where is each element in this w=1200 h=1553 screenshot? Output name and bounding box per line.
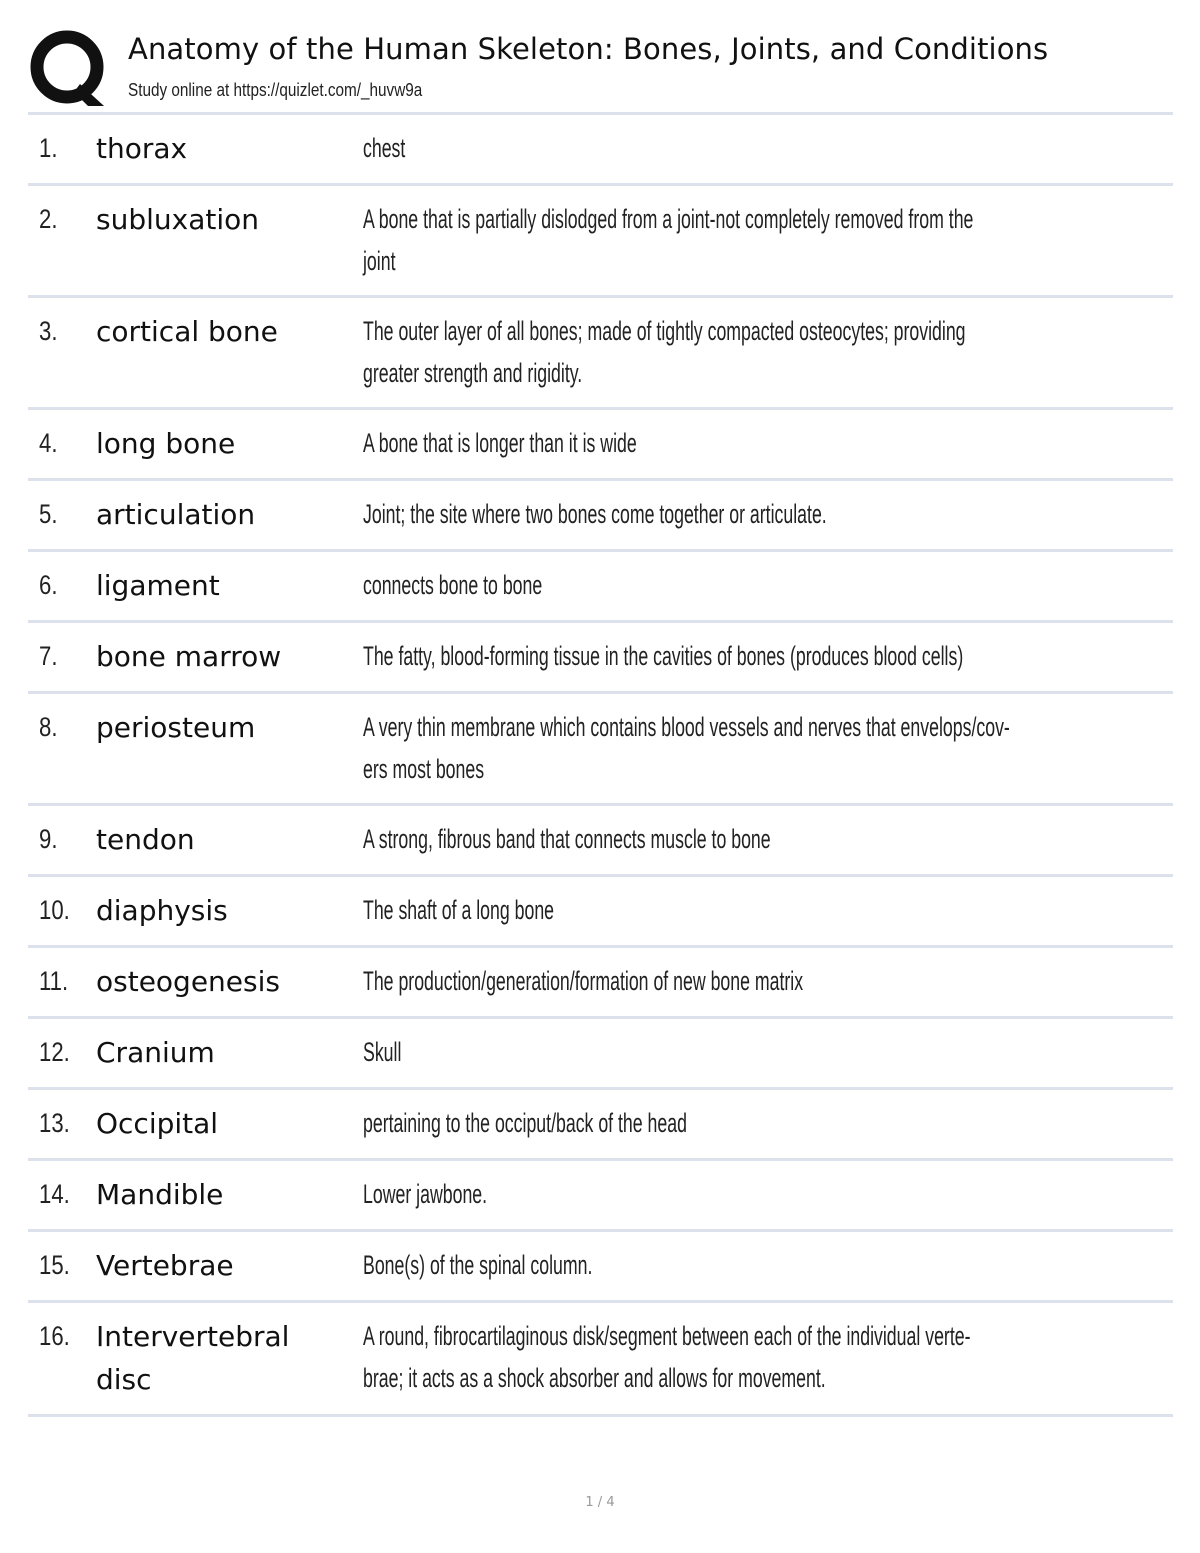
term-row bbox=[28, 1019, 1173, 1090]
term-number bbox=[28, 960, 96, 1002]
term-definition bbox=[363, 1315, 1200, 1399]
definition-line-text: A strong, fibrous band that connects muscle to bone bbox=[363, 824, 771, 854]
term-number bbox=[28, 198, 96, 240]
term-definition bbox=[363, 818, 1173, 860]
term-word-line: Intervertebral bbox=[96, 1320, 290, 1353]
definition-line bbox=[363, 310, 1116, 352]
definition-line bbox=[363, 198, 1126, 240]
definition-line bbox=[363, 352, 637, 394]
term-definition bbox=[363, 635, 1200, 677]
term-number bbox=[28, 422, 96, 464]
definition-line bbox=[363, 635, 1113, 677]
definition-line-text: chest bbox=[363, 133, 406, 163]
term-row bbox=[28, 186, 1173, 298]
definition-line bbox=[363, 1315, 1122, 1357]
term-number-text: 7. bbox=[39, 641, 58, 671]
term-number-text: 9. bbox=[39, 824, 58, 854]
definition-line bbox=[363, 960, 913, 1002]
term-word: Cranium bbox=[96, 1036, 215, 1069]
term-number bbox=[28, 1173, 96, 1215]
definition-line bbox=[363, 1173, 518, 1215]
term-definition bbox=[363, 564, 1173, 606]
term-word: long bone bbox=[96, 427, 236, 460]
term-word: cortical bone bbox=[96, 315, 278, 348]
term-row bbox=[28, 1090, 1173, 1161]
term-definition bbox=[363, 1102, 1173, 1144]
term-word: subluxation bbox=[96, 203, 259, 236]
term-number bbox=[28, 564, 96, 606]
definition-line-text: The outer layer of all bones; made of tightly compacted osteocytes; providing bbox=[363, 316, 966, 346]
term-number-text: 12. bbox=[39, 1037, 70, 1067]
definition-line bbox=[363, 1102, 768, 1144]
definition-line-text: The fatty, blood-forming tissue in the cavities of bones (produces blood cells) bbox=[363, 641, 964, 671]
term-word: diaphysis bbox=[96, 894, 228, 927]
term-number bbox=[28, 818, 96, 860]
study-online-link[interactable]: Study online at https://quizlet.com/_huvw9a bbox=[128, 80, 423, 100]
page-number: 1 / 4 bbox=[585, 1495, 615, 1510]
term-word: ligament bbox=[96, 569, 220, 602]
term-word: thorax bbox=[96, 132, 188, 165]
definition-line-text: Skull bbox=[363, 1037, 402, 1067]
definition-line-text: pertaining to the occiput/back of the head bbox=[363, 1108, 687, 1138]
term-number bbox=[28, 1244, 96, 1286]
term-definition bbox=[363, 1173, 1173, 1215]
term-definition bbox=[363, 706, 1200, 790]
term-row bbox=[28, 806, 1173, 877]
term-number bbox=[28, 889, 96, 931]
term-number-text: 14. bbox=[39, 1179, 70, 1209]
definition-line bbox=[363, 818, 873, 860]
definition-line bbox=[363, 889, 602, 931]
term-number bbox=[28, 493, 96, 535]
term-row bbox=[28, 1232, 1173, 1303]
definition-line-text: ers most bones bbox=[363, 754, 485, 784]
term-definition bbox=[363, 493, 1173, 535]
definition-line bbox=[363, 1031, 411, 1073]
definition-line bbox=[363, 706, 1172, 748]
term-definition bbox=[363, 127, 1173, 169]
definition-line bbox=[363, 564, 587, 606]
term-row bbox=[28, 481, 1173, 552]
term-word: articulation bbox=[96, 498, 256, 531]
definition-line bbox=[363, 493, 943, 535]
term-number-text: 5. bbox=[39, 499, 58, 529]
definition-line bbox=[363, 1244, 650, 1286]
term-word bbox=[96, 1315, 363, 1401]
definition-line-text: A bone that is partially dislodged from a joint-not completely removed from the bbox=[363, 204, 974, 234]
definition-line-text: connects bone to bone bbox=[363, 570, 543, 600]
term-number-text: 1. bbox=[39, 133, 58, 163]
term-row bbox=[28, 115, 1173, 186]
term-number-text: 16. bbox=[39, 1321, 70, 1351]
terms-list bbox=[28, 112, 1173, 1417]
term-row bbox=[28, 1161, 1173, 1232]
term-number bbox=[28, 1031, 96, 1073]
definition-line bbox=[363, 1357, 941, 1399]
definition-line bbox=[363, 240, 404, 282]
term-row bbox=[28, 410, 1173, 481]
document-title: Anatomy of the Human Skeleton: Bones, Joints, and Conditions bbox=[128, 32, 1049, 66]
term-number bbox=[28, 1315, 96, 1357]
term-definition bbox=[363, 960, 1173, 1002]
term-word: Vertebrae bbox=[96, 1249, 234, 1282]
term-row bbox=[28, 623, 1173, 694]
term-row bbox=[28, 877, 1173, 948]
term-row bbox=[28, 948, 1173, 1019]
term-definition bbox=[363, 310, 1200, 394]
term-word: Occipital bbox=[96, 1107, 219, 1140]
definition-line-text: A round, fibrocartilaginous disk/segment between each of the individual verte- bbox=[363, 1321, 971, 1351]
term-definition bbox=[363, 198, 1200, 282]
definition-line-text: Bone(s) of the spinal column. bbox=[363, 1250, 593, 1280]
term-definition bbox=[363, 1031, 1173, 1073]
term-number-text: 3. bbox=[39, 316, 58, 346]
definition-line-text: The shaft of a long bone bbox=[363, 895, 555, 925]
document-header bbox=[30, 28, 1172, 110]
term-word: Mandible bbox=[96, 1178, 224, 1211]
definition-line-text: Lower jawbone. bbox=[363, 1179, 488, 1209]
term-word: tendon bbox=[96, 823, 195, 856]
term-number bbox=[28, 706, 96, 748]
term-row bbox=[28, 694, 1173, 806]
definition-line bbox=[363, 422, 705, 464]
term-number-text: 8. bbox=[39, 712, 58, 742]
term-number-text: 10. bbox=[39, 895, 70, 925]
term-number-text: 4. bbox=[39, 428, 58, 458]
term-number bbox=[28, 1102, 96, 1144]
term-number bbox=[28, 310, 96, 352]
definition-line-text: joint bbox=[363, 246, 396, 276]
term-row bbox=[28, 1303, 1173, 1417]
term-definition bbox=[363, 889, 1173, 931]
definition-line bbox=[363, 127, 416, 169]
term-word: osteogenesis bbox=[96, 965, 280, 998]
term-word-line: disc bbox=[96, 1363, 152, 1396]
term-number-text: 6. bbox=[39, 570, 58, 600]
term-definition bbox=[363, 422, 1173, 464]
term-number-text: 2. bbox=[39, 204, 58, 234]
term-word: bone marrow bbox=[96, 640, 282, 673]
definition-line-text: greater strength and rigidity. bbox=[363, 358, 583, 388]
definition-line-text: The production/generation/formation of new bone matrix bbox=[363, 966, 804, 996]
term-definition bbox=[363, 1244, 1173, 1286]
term-number-text: 11. bbox=[39, 966, 69, 996]
term-row bbox=[28, 552, 1173, 623]
definition-line-text: A very thin membrane which contains blood vessels and nerves that envelops/cov- bbox=[363, 712, 1010, 742]
term-number-text: 13. bbox=[39, 1108, 70, 1138]
term-number bbox=[28, 635, 96, 677]
quizlet-q-logo-icon bbox=[30, 30, 108, 108]
term-number-text: 15. bbox=[39, 1250, 70, 1280]
term-word: periosteum bbox=[96, 711, 256, 744]
definition-line-text: A bone that is longer than it is wide bbox=[363, 428, 637, 458]
term-number bbox=[28, 127, 96, 169]
definition-line-text: Joint; the site where two bones come together or articulate. bbox=[363, 499, 827, 529]
term-row bbox=[28, 298, 1173, 410]
definition-line bbox=[363, 748, 514, 790]
definition-line-text: brae; it acts as a shock absorber and allows for movement. bbox=[363, 1363, 826, 1393]
